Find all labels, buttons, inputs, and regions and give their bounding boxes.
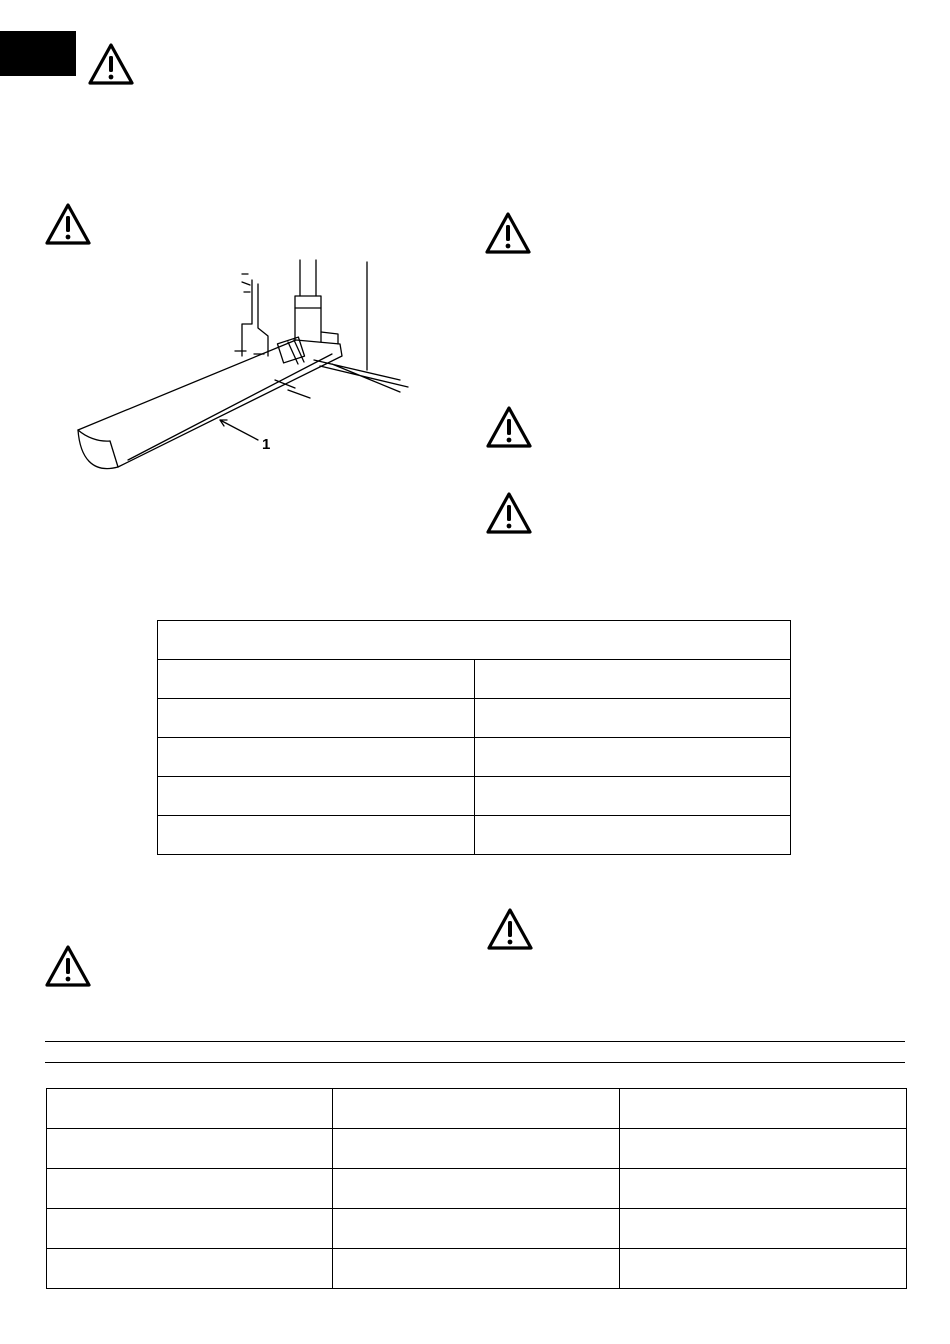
table-cell bbox=[620, 1249, 907, 1289]
table-cell bbox=[333, 1249, 620, 1289]
warning-triangle-icon bbox=[44, 944, 92, 988]
section-divider bbox=[45, 1062, 905, 1063]
table-cell bbox=[47, 1249, 333, 1289]
table-cell bbox=[620, 1129, 907, 1169]
table-cell bbox=[620, 1169, 907, 1209]
table-cell bbox=[47, 1169, 333, 1209]
table-cell bbox=[333, 1169, 620, 1209]
table-cell bbox=[158, 660, 475, 699]
table-cell bbox=[475, 777, 791, 816]
table-cell bbox=[475, 699, 791, 738]
table-cell bbox=[47, 1209, 333, 1249]
table-header-cell bbox=[158, 621, 791, 660]
table-cell bbox=[333, 1209, 620, 1249]
table-cell bbox=[475, 816, 791, 855]
table-cell bbox=[620, 1089, 907, 1129]
table-cell bbox=[475, 738, 791, 777]
warning-triangle-icon bbox=[485, 491, 533, 535]
table-cell bbox=[47, 1129, 333, 1169]
language-tab bbox=[0, 31, 76, 76]
table-cell bbox=[158, 777, 475, 816]
table-cell bbox=[47, 1089, 333, 1129]
table-cell bbox=[158, 699, 475, 738]
section-divider bbox=[45, 1041, 905, 1042]
callout-number: 1 bbox=[262, 436, 271, 453]
warning-triangle-icon bbox=[87, 42, 135, 86]
table-cell bbox=[620, 1209, 907, 1249]
table-cell bbox=[333, 1089, 620, 1129]
warning-triangle-icon bbox=[486, 907, 534, 951]
table-cell bbox=[158, 816, 475, 855]
specification-table bbox=[157, 620, 791, 855]
drip-channel-illustration bbox=[70, 252, 440, 492]
warning-triangle-icon bbox=[44, 202, 92, 246]
data-table bbox=[46, 1088, 907, 1289]
table-cell bbox=[333, 1129, 620, 1169]
warning-triangle-icon bbox=[485, 405, 533, 449]
table-cell bbox=[158, 738, 475, 777]
warning-triangle-icon bbox=[484, 211, 532, 255]
table-cell bbox=[475, 660, 791, 699]
